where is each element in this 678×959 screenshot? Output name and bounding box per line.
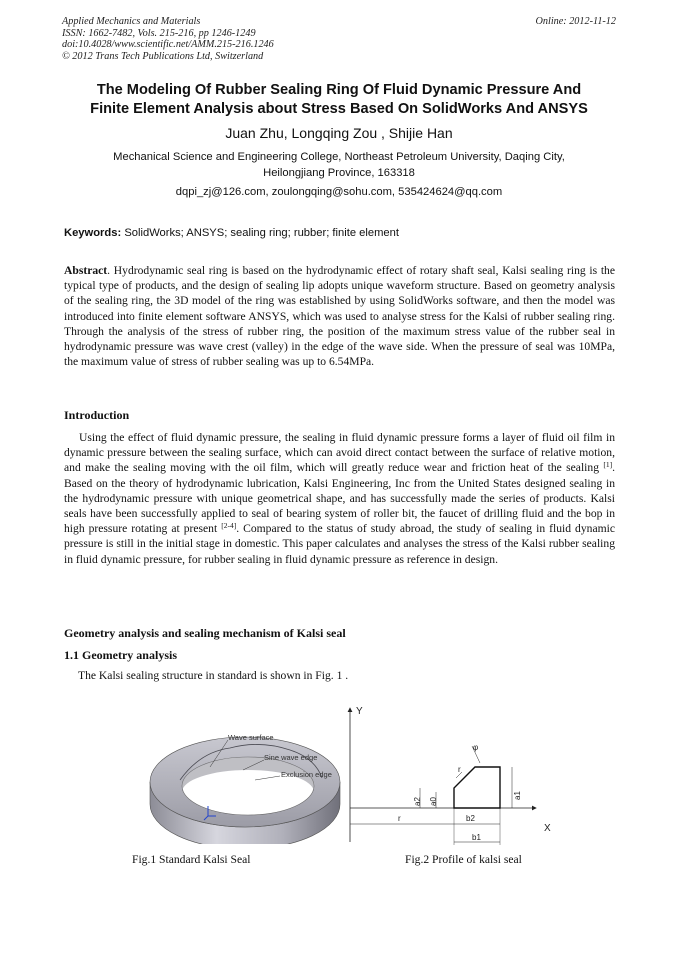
label-phi: φ <box>473 743 479 752</box>
keywords-text: SolidWorks; ANSYS; sealing ring; rubber; finite element <box>124 227 399 239</box>
fig2-caption: Fig.2 Profile of kalsi seal <box>405 853 522 866</box>
label-a1: a1 <box>513 791 522 800</box>
intro-text-3: . Compared to the status of study abroad, the study of sealing in fluid dynamic pressure is still in the initial stage in domestic. This paper calculates and analyses the stress of the Kalsi rubber sealing in fluid dynamic pressure, for rubber sealing in fluid dynamic pressure as reference in design. <box>64 522 615 566</box>
issn-line: ISSN: 1662-7482, Vols. 215-216, pp 1246-1249 <box>62 27 256 39</box>
label-x-axis: X <box>544 823 551 834</box>
label-r: r <box>398 814 401 823</box>
intro-text-1: Using the effect of fluid dynamic pressure, the sealing in fluid dynamic pressure forms a layer of fluid oil film in dynamic pressure between the sealing surface, which can avoid direct contact between the surface of relative motion, and make the sealing moving with the oil film, which will greatly reduce wear and friction heat of the sealing <box>64 431 615 475</box>
paper-title <box>40 81 638 119</box>
label-b1: b1 <box>472 833 481 842</box>
label-a2: a2 <box>413 797 422 806</box>
abstract <box>64 263 615 369</box>
label-a0: a0 <box>429 797 438 806</box>
label-b2: b2 <box>466 814 475 823</box>
online-date: Online: 2012-11-12 <box>535 16 616 27</box>
label-exclusion-edge: Exclusion edge <box>281 770 332 779</box>
journal-header <box>62 16 616 62</box>
geometry-subheading: 1.1 Geometry analysis <box>64 648 177 662</box>
doi-line: doi:10.4028/www.scientific.net/AMM.215-216.1246 <box>62 39 274 51</box>
keywords <box>64 227 618 239</box>
label-y-axis: Y <box>356 706 363 717</box>
author-emails: dqpi_zj@126.com, zoulongqing@sohu.com, 535424624@qq.com <box>175 186 503 198</box>
abstract-text: . Hydrodynamic seal ring is based on the hydrodynamic effect of rotary shaft seal, Kalsi sealing ring is the typical type of products, and the design of sealing lip adopts unique waveform structure. Based on geometry analysis of the sealing ring, the 3D model of the ring was established by using SolidWorks software, and then the model was introduced into finite element software ANSYS, which was used to analyse stress for the Kalsi of rubber sealing ring. Through the analysis of the stress of rubber ring, the position of the maximum stress value of the rubber seal in hydrodynamic pressure was wave crest (valley) in the edge of the wave side. When the pressure of seal was 10MPa, the maximum value of stress of rubber sealing was up to 6.54MPa. <box>64 264 615 369</box>
affiliation <box>70 150 608 181</box>
abstract-label: Abstract <box>64 264 108 277</box>
copyright-line: © 2012 Trans Tech Publications Ltd, Switzerland <box>62 50 264 62</box>
authors: Juan Zhu, Longqing Zou , Shijie Han <box>225 125 453 141</box>
introduction-paragraph <box>64 430 615 567</box>
introduction-heading: Introduction <box>64 408 130 422</box>
label-sine-wave-edge: Sine wave edge <box>264 753 318 762</box>
label-wave-surface: Wave surface <box>228 733 274 742</box>
affiliation-line-1: Mechanical Science and Engineering College, Northeast Petroleum University, Daqing City, <box>113 151 565 163</box>
reference-1: [1] <box>603 460 613 470</box>
reference-2-4: [2-4] <box>221 521 237 531</box>
title-line-2: Finite Element Analysis about Stress Based On SolidWorks And ANSYS <box>90 101 588 117</box>
geometry-heading: Geometry analysis and sealing mechanism of Kalsi seal <box>64 626 346 640</box>
fig1-caption: Fig.1 Standard Kalsi Seal <box>132 853 251 866</box>
geometry-sentence: The Kalsi sealing structure in standard is shown in Fig. 1 . <box>78 669 349 682</box>
label-r-small: r <box>458 765 461 774</box>
affiliation-line-2: Heilongjiang Province, 163318 <box>263 166 415 179</box>
title-line-1: The Modeling Of Rubber Sealing Ring Of Fluid Dynamic Pressure And <box>96 82 582 98</box>
fig1-kalsi-seal-image <box>140 722 350 844</box>
fig2-profile-drawing <box>340 700 560 850</box>
journal-name: Applied Mechanics and Materials <box>62 16 201 27</box>
intro-text-2: . Based on the theory of hydrodynamic lubrication, Kalsi Engineering, Inc from the United States designed sealing in the hydrodynamic pressure with unique geometrical shape, and has successfully made the series of products. Kalsi seals have been successfully applied to seal of bearing system of roller bit, the faucet of drilling fluid and the bop in high pressure rotating at present <box>64 461 615 536</box>
keywords-label: Keywords: <box>64 227 122 239</box>
